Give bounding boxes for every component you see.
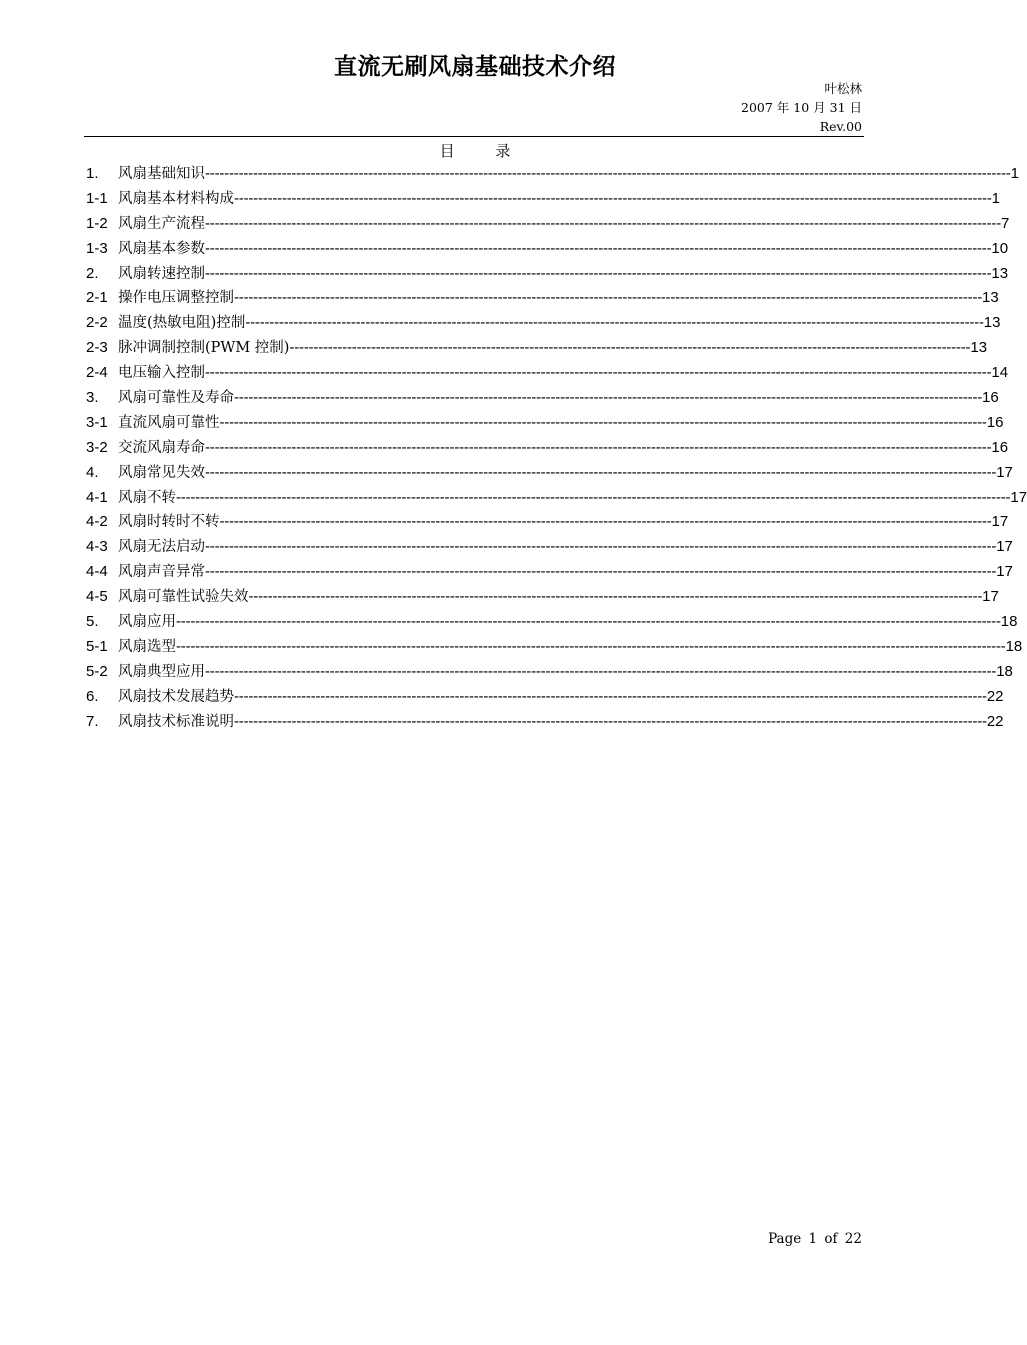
date: 2007 年 10 月 31 日 <box>741 100 862 115</box>
toc-entry[interactable] <box>86 338 988 363</box>
toc-entry[interactable] <box>86 239 1009 264</box>
toc-leader-dashes: ------------------------------------------------------------------------------------------------------------------------------------------------------------------------------ <box>176 488 1011 506</box>
toc-entry-page: 13 <box>991 264 1009 282</box>
header-rule <box>84 136 864 137</box>
toc-entry[interactable] <box>86 363 1009 388</box>
toc-entry[interactable] <box>86 562 1013 587</box>
toc-entry[interactable] <box>86 388 999 413</box>
toc-entry-number: 1-3 <box>86 239 108 257</box>
toc-entry-number: 1. <box>86 165 99 182</box>
toc-entry-title: 操作电压调整控制 <box>118 290 234 307</box>
toc-leader-dashes: ---------------------------------------------------------------------------------------------------------------------------------------------- <box>289 339 971 357</box>
author: 叶松林 <box>824 81 862 96</box>
toc-entry-number: 2. <box>86 264 99 282</box>
toc-leader-dashes: --------------------------------------------------------------------------------------------------------------------------------------------------------------------- <box>205 538 997 556</box>
toc-entry[interactable] <box>86 687 1004 712</box>
toc-entry-number: 1-2 <box>86 214 108 232</box>
toc-entry-title: 风扇技术发展趋势 <box>118 688 234 705</box>
toc-entry[interactable] <box>86 512 1009 537</box>
toc-entry-page: 18 <box>1005 637 1023 655</box>
toc-leader-dashes: ----------------------------------------------------------------------------------------------------------------------------------------------------------------------------- <box>176 637 1006 655</box>
toc-entry-number: 5-1 <box>86 637 108 655</box>
toc-entry-number: 2-3 <box>86 339 108 357</box>
toc-leader-dashes: --------------------------------------------------------------------------------------------------------------------------------------------------------- <box>248 588 983 606</box>
toc-entry-page: 17 <box>996 538 1013 556</box>
toc-entry-title: 风扇转速控制 <box>118 265 205 282</box>
page-footer: Page 1 of 22 <box>768 1231 862 1247</box>
toc-entry-title: 风扇基础知识 <box>118 166 205 182</box>
toc-entry-number: 2-2 <box>86 314 108 332</box>
toc-entry-page: 10 <box>991 239 1009 257</box>
toc-entry-page: 18 <box>1000 613 1018 631</box>
toc-entry-page: 13 <box>970 339 988 357</box>
toc-entry-title: 风扇声音异常 <box>118 564 205 581</box>
toc-entry-title: 温度(热敏电阻)控制 <box>118 315 246 332</box>
toc-entry-page: 17 <box>982 588 999 606</box>
toc-entry-title: 交流风扇寿命 <box>118 439 205 456</box>
toc-entry-page: 17 <box>1010 488 1027 506</box>
toc-entry-page: 18 <box>996 662 1013 680</box>
toc-heading: 目 录 <box>439 142 529 160</box>
toc-entry-title: 风扇可靠性及寿命 <box>118 390 234 407</box>
toc-entry-title: 风扇不转 <box>118 489 176 506</box>
toc-leader-dashes: -------------------------------------------------------------------------------------------------------------------------------------------------------------------- <box>205 364 992 382</box>
toc-entry-title: 电压输入控制 <box>118 365 205 382</box>
toc-entry-page: 16 <box>986 413 1004 431</box>
toc-entry-number: 2-1 <box>86 289 108 307</box>
toc-entry-number: 3. <box>86 389 99 407</box>
toc-entry[interactable] <box>86 164 1019 189</box>
toc-leader-dashes: ---------------------------------------------------------------------------------------------------------------------------------------------------------- <box>245 314 984 332</box>
toc-leader-dashes: ---------------------------------------------------------------------------------------------------------------------------------------------------------------- <box>219 413 987 431</box>
toc-entry-title: 风扇时转时不转 <box>118 514 220 531</box>
toc-entry-page: 16 <box>982 389 999 407</box>
toc-entry-title: 风扇可靠性试验失效 <box>118 589 249 606</box>
toc-entry-page: 7 <box>1001 214 1010 232</box>
toc-leader-dashes: ------------------------------------------------------------------------------------------------------------------------------------------------------------------------ <box>205 165 1011 182</box>
toc-entry[interactable] <box>86 288 999 313</box>
toc-entry-title: 风扇典型应用 <box>118 663 205 680</box>
toc-entry-title: 风扇技术标准说明 <box>118 713 234 730</box>
toc-entry[interactable] <box>86 214 1010 239</box>
toc-entry[interactable] <box>86 537 1013 562</box>
toc-leader-dashes: -------------------------------------------------------------------------------------------------------------------------------------------------------------------- <box>205 438 992 456</box>
toc-entry[interactable] <box>86 189 1000 214</box>
toc-entry[interactable] <box>86 438 1009 463</box>
toc-leader-dashes: ----------------------------------------------------------------------------------------------------------------------------------------------------------------- <box>219 513 992 531</box>
toc-entry-number: 4. <box>86 463 99 481</box>
toc-entry-number: 4-4 <box>86 563 108 581</box>
toc-entry[interactable] <box>86 413 1004 438</box>
toc-entry-page: 17 <box>991 513 1009 531</box>
toc-entry-page: 17 <box>996 463 1013 481</box>
toc-entry[interactable] <box>86 488 1027 513</box>
toc-leader-dashes: ------------------------------------------------------------------------------------------------------------------------------------------------------------- <box>234 712 987 730</box>
toc-entry-title: 风扇应用 <box>118 614 176 631</box>
toc-entry-number: 3-2 <box>86 438 108 456</box>
toc-entry-title: 风扇无法启动 <box>118 539 205 556</box>
toc-entry-page: 22 <box>986 712 1004 730</box>
toc-entry-number: 4-2 <box>86 513 108 531</box>
toc-leader-dashes: -------------------------------------------------------------------------------------------------------------------------------------------------------------- <box>234 189 992 207</box>
toc-leader-dashes: ---------------------------------------------------------------------------------------------------------------------------------------------------------------------- <box>205 214 1001 232</box>
toc-entry-page: 13 <box>983 314 1001 332</box>
toc-entry-title: 直流风扇可靠性 <box>118 414 220 431</box>
toc-entry-number: 3-1 <box>86 413 108 431</box>
toc-entry-title: 脉冲调制控制(PWM 控制) <box>118 340 290 357</box>
toc-entry-number: 1-1 <box>86 189 108 207</box>
toc-leader-dashes: ------------------------------------------------------------------------------------------------------------------------------------------------------------ <box>234 389 983 407</box>
toc-entry-number: 4-3 <box>86 538 108 556</box>
toc-entry-number: 4-5 <box>86 588 108 606</box>
toc-entry-page: 14 <box>991 364 1009 382</box>
toc-leader-dashes: ---------------------------------------------------------------------------------------------------------------------------------------------------------------------------- <box>176 613 1001 631</box>
toc-entry-page: 17 <box>996 563 1013 581</box>
toc-entry[interactable] <box>86 662 1013 687</box>
toc-entry-title: 风扇选型 <box>118 638 176 655</box>
toc-entry-number: 5-2 <box>86 662 108 680</box>
toc-entry-page: 1 <box>991 189 1000 207</box>
toc-entry-page: 1 <box>1010 165 1019 182</box>
document-title: 直流无刷风扇基础技术介绍 <box>334 54 616 80</box>
toc-entry-page: 16 <box>991 438 1009 456</box>
toc-entry-number: 6. <box>86 687 99 705</box>
toc-entry[interactable] <box>86 612 1018 637</box>
toc-entry[interactable] <box>86 587 999 612</box>
toc-entry-number: 2-4 <box>86 364 108 382</box>
toc-entry-number: 5. <box>86 613 99 631</box>
toc-entry-title: 风扇常见失效 <box>118 464 205 481</box>
toc-entry-title: 风扇基本参数 <box>118 240 205 257</box>
toc-entry[interactable] <box>86 264 1009 289</box>
toc-entry[interactable] <box>86 313 1001 338</box>
toc-entry-number: 7. <box>86 712 99 730</box>
toc-leader-dashes: ------------------------------------------------------------------------------------------------------------------------------------------------------------- <box>234 687 987 705</box>
revision: Rev.00 <box>819 119 862 134</box>
table-of-contents <box>86 164 1027 736</box>
toc-entry-title: 风扇基本材料构成 <box>118 190 234 207</box>
toc-entry-page: 22 <box>986 687 1004 705</box>
toc-leader-dashes: --------------------------------------------------------------------------------------------------------------------------------------------------------------------- <box>205 662 997 680</box>
toc-leader-dashes: -------------------------------------------------------------------------------------------------------------------------------------------------------------------- <box>205 264 992 282</box>
toc-entry-page: 13 <box>982 289 999 307</box>
toc-leader-dashes: --------------------------------------------------------------------------------------------------------------------------------------------------------------------- <box>205 563 997 581</box>
toc-entry-number: 4-1 <box>86 488 108 506</box>
toc-leader-dashes: -------------------------------------------------------------------------------------------------------------------------------------------------------------------- <box>205 239 992 257</box>
toc-entry[interactable] <box>86 463 1013 488</box>
toc-entry-title: 风扇生产流程 <box>118 215 205 232</box>
toc-entry[interactable] <box>86 712 1004 737</box>
toc-leader-dashes: ------------------------------------------------------------------------------------------------------------------------------------------------------------ <box>234 289 983 307</box>
toc-leader-dashes: --------------------------------------------------------------------------------------------------------------------------------------------------------------------- <box>205 463 997 481</box>
toc-entry[interactable] <box>86 637 1023 662</box>
